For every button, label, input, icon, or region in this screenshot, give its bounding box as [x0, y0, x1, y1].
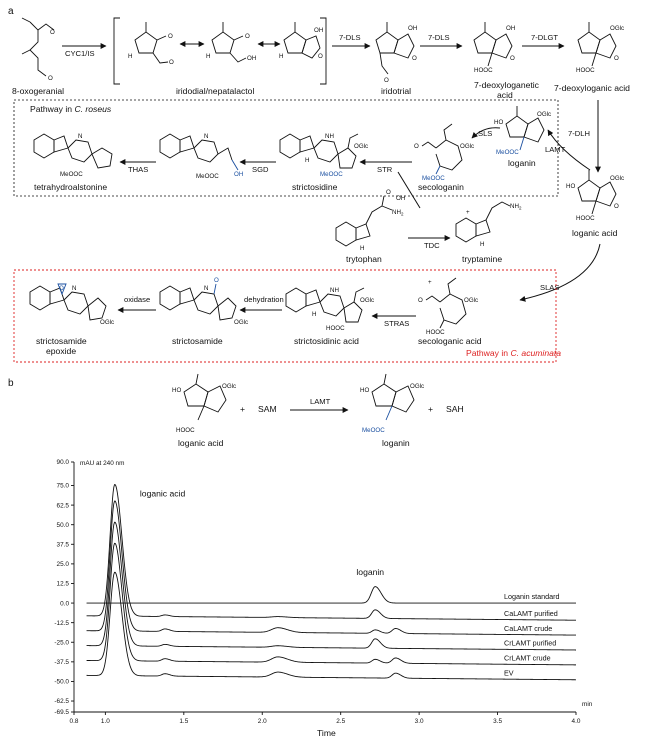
aglycone-meooc: MeOOC	[196, 173, 219, 180]
tetrahydroalstonine-n: N	[78, 133, 83, 140]
reaction-loganin-oglc: OGlc	[410, 383, 425, 390]
label-strictosamide-epoxide-1: strictosamide	[36, 336, 87, 346]
iridodial-o1: O	[168, 33, 173, 40]
panel-a	[8, 6, 630, 362]
trytophan-oh: OH	[396, 195, 406, 202]
label-8-oxogeranial: 8-oxogeranial	[12, 86, 65, 96]
enzyme-lamt-a: LAMT	[545, 145, 566, 154]
secologanin-o: O	[414, 143, 419, 150]
trytophan-h: H	[360, 245, 365, 252]
deoxyloganetic-oh: OH	[506, 25, 516, 32]
nepetalactol-o: O	[318, 53, 323, 60]
nepetalactol-oh: OH	[314, 27, 324, 34]
y-tick-label: -25.0	[54, 639, 69, 647]
enzyme-cyc1-is: CYC1/IS	[65, 49, 95, 58]
epoxide-o: O	[59, 285, 64, 292]
loganin-ho: HO	[494, 119, 504, 126]
tryptamine-nh2: $NH_2$	[510, 203, 522, 211]
compound-iridodial-enol	[206, 22, 256, 62]
reaction-loganin-ho: HO	[360, 387, 370, 394]
aglycone-n: N	[204, 133, 209, 140]
secologanin-meooc: MeOOC	[422, 175, 445, 182]
reaction-product-label: loganin	[382, 438, 410, 448]
enzyme-dehydration: dehydration	[244, 295, 284, 304]
deoxyloganic-hooc: HOOC	[576, 67, 595, 74]
aglycone-oh: OH	[234, 171, 244, 178]
loganin-oglc: OGlc	[537, 111, 552, 118]
compound-strictosidine	[280, 133, 368, 178]
label-iridotrial: iridotrial	[381, 86, 412, 96]
x-tick-label: 1.0	[100, 718, 110, 725]
enzyme-stras: STRAS	[384, 319, 410, 328]
compound-7-deoxyloganic-acid	[576, 22, 624, 74]
y-tick-label: 75.0	[56, 482, 69, 490]
enzyme-7-dlh: 7-DLH	[568, 129, 590, 138]
enzyme-sls: SLS	[478, 129, 493, 138]
loganic-acid-oglc: OGlc	[610, 175, 625, 182]
strictosidine-meooc: MeOOC	[320, 171, 343, 178]
enzyme-7-dls-2: 7-DLS	[428, 33, 450, 42]
secologanin-oglc: OGlc	[460, 143, 475, 150]
iridotrial-o: O	[412, 55, 417, 62]
compound-loganic-acid	[566, 170, 624, 222]
chart-annotation: loganic acid	[139, 488, 186, 499]
tetrahydroalstonine-meooc: MeOOC	[60, 171, 83, 178]
y-tick-label: -37.5	[54, 659, 69, 667]
reaction-lamt: LAMT	[310, 397, 331, 406]
trace-label: Loganin standard	[504, 592, 560, 602]
tryptamine-h: H	[480, 241, 485, 248]
trytophan-o: O	[386, 189, 391, 196]
compound-strictosamide-epoxide	[30, 284, 114, 326]
trace-line	[87, 572, 576, 679]
reaction-substrate-label: loganic acid	[178, 438, 224, 448]
loganic-acid-hooc: HOOC	[576, 215, 595, 222]
deoxyloganetic-o: O	[510, 55, 515, 62]
trace-label: EV	[504, 668, 514, 678]
enzyme-tdc: TDC	[424, 241, 440, 250]
trace-line	[87, 501, 576, 635]
compound-trytophan	[336, 189, 405, 252]
compound-strictosamide	[160, 277, 248, 326]
label-loganic-acid: loganic acid	[572, 228, 618, 238]
label-tryptamine: tryptamine	[462, 254, 503, 264]
trace-label: CaLAMT purified	[504, 608, 558, 618]
strictosidinic-h: H	[312, 311, 317, 318]
epoxide-oglc: OGlc	[100, 319, 115, 326]
reaction-loganin	[360, 374, 424, 434]
compound-loganin	[494, 106, 551, 156]
deoxyloganic-oglc: OGlc	[610, 25, 625, 32]
enzyme-thas: THAS	[128, 165, 149, 174]
label-loganin: loganin	[508, 158, 536, 168]
iridodial-o2: O	[169, 59, 174, 66]
strictosamide-oglc: OGlc	[234, 319, 249, 326]
tryptamine-to-str	[398, 172, 420, 208]
label-iridodial: iridodial/nepatalactol	[176, 86, 255, 96]
pathway-roseus-title: Pathway in C. roseus	[30, 104, 112, 114]
deoxyloganetic-hooc: HOOC	[474, 67, 493, 74]
strictosidine-nh2: NH	[325, 133, 334, 140]
reaction-loganic-oglc: OGlc	[222, 383, 237, 390]
y-tick-label: -69.5	[54, 709, 69, 717]
label-7-deoxyloganic-acid: 7-deoxyloganic acid	[554, 83, 630, 93]
y-tick-label: -62.5	[54, 698, 69, 706]
trace-line	[87, 485, 576, 621]
trytophan-nh2: $NH_2$	[392, 209, 404, 217]
iridodial-enol-oh: OH	[247, 55, 257, 62]
enzyme-7-dls-1: 7-DLS	[339, 33, 361, 42]
label-strictosidine: strictosidine	[292, 182, 338, 192]
label-secologanin: secologanin	[418, 182, 464, 192]
x-tick-label: 2.5	[336, 718, 346, 725]
y-tick-label: 37.5	[56, 541, 69, 549]
iridotrial-o2: O	[384, 77, 389, 84]
compound-aglycone	[160, 133, 243, 180]
trace-line	[87, 543, 576, 665]
strictosidinic-hooc: HOOC	[326, 325, 345, 332]
y-tick-label: 0.0	[60, 600, 69, 608]
iridotrial-oh: OH	[408, 25, 418, 32]
tryptamine-plus: +	[466, 209, 470, 216]
y-tick-label: 50.0	[56, 521, 69, 529]
nepetalactol-h: H	[279, 53, 284, 60]
y-tick-label: 90.0	[56, 459, 69, 467]
label-strictosidinic-acid: strictosidinic acid	[294, 336, 359, 346]
compound-7-deoxyloganetic-acid	[474, 22, 515, 74]
label-7-deoxyloganetic-2: acid	[497, 90, 513, 100]
chromatogram	[54, 459, 592, 738]
chart-x-unit: min	[582, 701, 593, 708]
enzyme-slas: SLAS	[540, 283, 560, 292]
iridodial-enol-o: O	[245, 33, 250, 40]
trace-label: CaLAMT crude	[504, 623, 553, 633]
secologanic-hooc: HOOC	[426, 329, 445, 336]
secologanic-plus: +	[428, 279, 432, 286]
chart-annotation: loganin	[356, 566, 385, 577]
x-tick-label: 1.5	[179, 718, 189, 725]
enzyme-str: STR	[377, 165, 393, 174]
loganic-acid-o: O	[614, 203, 619, 210]
trace-label: CrLAMT purified	[504, 638, 557, 648]
y-tick-label: -50.0	[54, 678, 69, 686]
enzyme-sgd: SGD	[252, 165, 269, 174]
label-strictosamide-epoxide-2: epoxide	[46, 346, 77, 356]
loganic-acid-ho: HO	[566, 183, 576, 190]
reaction-sah: SAH	[446, 404, 464, 414]
reaction-sam: SAM	[258, 404, 277, 414]
reaction-loganic-hooc: HOOC	[176, 427, 195, 434]
trace-label: CrLAMT crude	[504, 653, 551, 663]
compound-nepetalactol	[279, 22, 323, 60]
compound-8-oxogeranial	[12, 18, 64, 96]
chart-ylabel: mAU at 240 nm	[80, 460, 125, 467]
x-tick-label: 3.0	[414, 718, 424, 725]
strictosidinic-nh: NH	[330, 287, 339, 294]
loganin-meooc: MeOOC	[496, 149, 519, 156]
y-tick-label: -12.5	[54, 619, 69, 627]
reaction-loganin-meooc: MeOOC	[362, 427, 385, 434]
label-trytophan: trytophan	[346, 254, 382, 264]
label-tetrahydroalstonine: tetrahydroalstonine	[34, 182, 108, 192]
strictosidine-oglc: OGlc	[354, 143, 369, 150]
reaction-plus-1: +	[240, 404, 246, 414]
y-tick-label: 25.0	[56, 561, 69, 569]
trace-line	[87, 587, 576, 603]
enzyme-oxidase: oxidase	[124, 295, 151, 304]
strictosidinic-oglc: OGlc	[360, 297, 375, 304]
x-tick-label: 2.0	[257, 718, 267, 725]
x-tick-label: 3.5	[493, 718, 503, 725]
pathway-acuminata-title: Pathway in C. acuminata	[466, 348, 562, 358]
strictosamide-n: N	[204, 285, 209, 292]
iridodial-h: H	[128, 53, 133, 60]
reaction-loganic-ho: HO	[172, 387, 182, 394]
label-7-deoxyloganetic: 7-deoxyloganetic	[474, 80, 539, 90]
compound-secologanic-acid	[418, 278, 478, 336]
x-tick-label: 4.0	[571, 718, 581, 725]
compound-tryptamine	[456, 202, 522, 248]
strictosamide-o: O	[214, 277, 219, 284]
chart-xlabel: Time	[317, 728, 336, 738]
x-tick-label: 0.8	[69, 718, 79, 725]
panel-b-label: b	[8, 378, 14, 389]
compound-secologanin	[414, 124, 474, 182]
y-tick-label: 12.5	[56, 580, 69, 588]
epoxide-n: N	[72, 285, 77, 292]
oxo-o-2: O	[48, 75, 53, 82]
enzyme-7-dlgt: 7-DLGT	[531, 33, 559, 42]
secologanic-oglc: OGlc	[464, 297, 479, 304]
compound-tetrahydroalstonine	[34, 133, 112, 178]
strictosidine-nh: H	[305, 157, 310, 164]
compound-iridodial	[128, 22, 174, 66]
reaction-plus-2: +	[428, 404, 434, 414]
secologanic-o: O	[418, 297, 423, 304]
iridodial-enol-h: H	[206, 53, 211, 60]
reaction-loganic-acid	[172, 374, 236, 434]
panel-a-label: a	[8, 6, 14, 17]
compound-strictosidinic-acid	[286, 287, 374, 332]
oxo-o-1: O	[50, 29, 55, 36]
compound-iridotrial	[376, 22, 417, 84]
y-tick-label: 62.5	[56, 502, 69, 510]
label-secologanic-acid: secologanic acid	[418, 336, 482, 346]
panel-b	[8, 374, 593, 738]
label-strictosamide: strictosamide	[172, 336, 223, 346]
deoxyloganic-o: O	[614, 55, 619, 62]
